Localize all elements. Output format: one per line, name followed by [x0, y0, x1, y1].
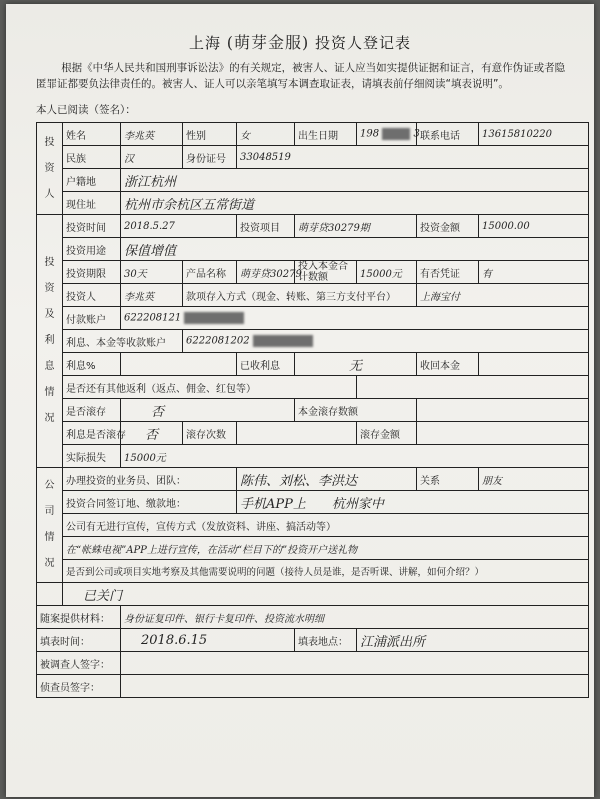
interest-rollover-label: 利息是否滚存	[63, 422, 121, 445]
name-value: 李兆英	[121, 123, 183, 146]
invest-amount-label: 投资金额	[417, 215, 479, 238]
birth-value-tail: 3	[413, 128, 420, 140]
redaction-mask	[382, 128, 410, 140]
other-rebate-label: 是否还有其他返利（返点、佣金、红包等）	[63, 376, 357, 399]
investor-label: 投资人	[63, 284, 121, 307]
section-company: 公 司 情 况	[37, 468, 63, 583]
fill-place-value: 江浦派出所	[357, 629, 589, 652]
promotion-label: 公司有无进行宣传，宣传方式（发放资料、讲座、搞活动等）	[63, 514, 589, 537]
redaction-mask	[184, 312, 244, 324]
site-visit-label: 是否到公司或项目实地考察及其他需要说明的问题（接待人员是谁，是否听课、讲解，如何介绍？）	[63, 560, 589, 583]
contract-place-label: 投资合同签订地、缴款地：	[63, 491, 237, 514]
payment-account-number: 622208121	[124, 312, 182, 324]
contract-place-value: 手机APP上 杭州家中	[237, 491, 589, 514]
investigator-signature-value	[121, 675, 589, 698]
interest-rollover-value: 否	[121, 422, 183, 445]
rollover-amount-label: 滚存金额	[357, 422, 417, 445]
intro-paragraph: 根据《中华人民共和国刑事诉讼法》的有关规定，被害人、证人应当如实提供证据和证言，有意作伪证或者隐匿罪证都要负法律责任的。被害人、证人可以亲笔填写本调查取证表，请填表前仔细阅读“填表说明”。	[36, 62, 566, 90]
promotion-value: 在“帐蛛电视”APP上进行宣传，在活动“栏目下的”投资开户送礼物	[63, 537, 589, 560]
recovered-principal-label: 收回本金	[417, 353, 479, 376]
name-label: 姓名	[63, 123, 121, 146]
deposit-method-value: 上海宝付	[417, 284, 589, 307]
form-title	[6, 30, 594, 53]
birth-value	[357, 123, 420, 146]
gender-label: 性别	[183, 123, 237, 146]
invest-use-value: 保值增值	[121, 238, 589, 261]
total-amount-value: 15000元	[357, 261, 417, 284]
site-visit-value: 已关门	[63, 583, 589, 606]
section-investment: 投 资 及 利 息 情 况	[37, 215, 63, 468]
invest-amount-value: 15000.00	[479, 215, 589, 238]
voucher-label: 有否凭证	[417, 261, 479, 284]
principal-rollover-label: 本金滚存数额	[295, 399, 417, 422]
recovered-principal-value	[479, 353, 589, 376]
title-suffix: 投资人登记表	[315, 34, 412, 52]
invest-project-label: 投资项目	[237, 215, 295, 238]
respondent-signature-value	[121, 652, 589, 675]
interest-rate-label: 利息%	[63, 353, 121, 376]
address-label: 现住址	[63, 192, 121, 215]
rollover-times-label: 滚存次数	[183, 422, 237, 445]
received-interest-label: 已收利息	[237, 353, 295, 376]
section-company-tail	[37, 583, 63, 606]
redaction-mask	[253, 335, 313, 347]
invest-time-value: 2018.5.27	[121, 215, 237, 238]
other-rebate-value	[357, 376, 589, 399]
ethnicity-label: 民族	[63, 146, 121, 169]
form-table	[36, 122, 589, 698]
receiving-account-number: 6222081202	[186, 335, 250, 347]
investigator-signature-label: 侦查员签字：	[37, 675, 121, 698]
id-value: 33048519	[237, 146, 589, 169]
birth-label: 出生日期	[295, 123, 357, 146]
staff-value: 陈伟、刘松、李洪达	[237, 468, 417, 491]
interest-rate-value	[121, 353, 237, 376]
invest-project-value: 萌芽贷30279期	[295, 215, 417, 238]
hukou-label: 户籍地	[63, 169, 121, 192]
invest-use-label: 投资用途	[63, 238, 121, 261]
id-label: 身份证号	[183, 146, 237, 169]
total-amount-label: 投入本金合计数额	[295, 261, 357, 284]
product-name-label: 产品名称	[183, 261, 237, 284]
actual-loss-label: 实际损失	[63, 445, 121, 468]
invest-time-label: 投资时间	[63, 215, 121, 238]
title-prefix: 上海	[188, 34, 221, 52]
rollover-amount-value	[417, 422, 589, 445]
staff-label: 办理投资的业务员、团队：	[63, 468, 237, 491]
invest-period-value: 30天	[121, 261, 183, 284]
rollover-label: 是否滚存	[63, 399, 121, 422]
invest-period-label: 投资期限	[63, 261, 121, 284]
ethnicity-value: 汉	[121, 146, 183, 169]
hukou-value: 浙江杭州	[121, 169, 589, 192]
phone-value: 13615810220	[479, 123, 589, 146]
payment-account-label: 付款账户	[63, 307, 121, 330]
deposit-method-label: 款项存入方式（现金、转账、第三方支付平台）	[183, 284, 417, 307]
fill-time-value: 2018.6.15	[121, 629, 295, 652]
read-signature-line: 本人已阅读（签名）：	[36, 104, 136, 116]
gender-value: 女	[237, 123, 295, 146]
materials-label: 随案提供材料：	[37, 606, 121, 629]
investor-value: 李兆英	[121, 284, 183, 307]
payment-account-value	[121, 307, 589, 330]
relation-value: 朋友	[479, 468, 589, 491]
voucher-value: 有	[479, 261, 589, 284]
section-investor: 投 资 人	[37, 123, 63, 215]
receiving-account-value	[183, 330, 589, 353]
title-company: (萌芽金服)	[226, 33, 310, 52]
registration-form-paper	[6, 4, 594, 797]
received-interest-value: 无	[295, 353, 417, 376]
relation-label: 关系	[417, 468, 479, 491]
birth-value-head: 198	[360, 128, 380, 140]
receiving-account-label: 利息、本金等收款账户	[63, 330, 183, 353]
phone-label: 联系电话	[417, 123, 479, 146]
actual-loss-value: 15000元	[121, 445, 589, 468]
product-name-value: 萌芽贷30279	[237, 261, 295, 284]
rollover-times-value	[237, 422, 357, 445]
materials-value: 身份证复印件、银行卡复印件、投资流水明细	[121, 606, 589, 629]
rollover-value: 否	[121, 399, 295, 422]
principal-rollover-value	[417, 399, 589, 422]
fill-time-label: 填表时间：	[37, 629, 121, 652]
address-value: 杭州市余杭区五常街道	[121, 192, 589, 215]
respondent-signature-label: 被调查人签字：	[37, 652, 121, 675]
fill-place-label: 填表地点：	[295, 629, 357, 652]
